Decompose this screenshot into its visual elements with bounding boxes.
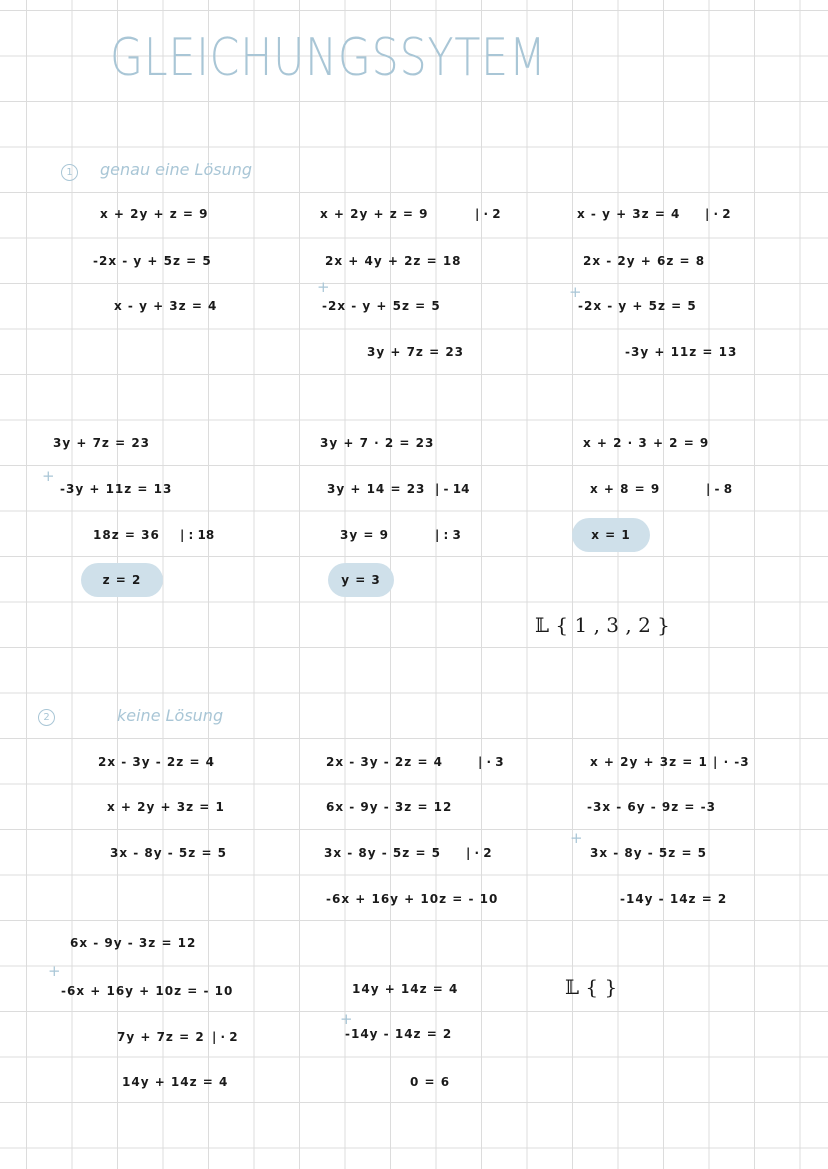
section2-heading: keine Lösung bbox=[117, 706, 224, 725]
s2-step2-plus: + bbox=[570, 829, 583, 847]
s2-step2-eq1: x + 2y + 3z = 1 | · -3 bbox=[590, 755, 750, 769]
page-title: GLEICHUNGSSYTEM bbox=[110, 28, 547, 88]
s2-step4-eq1: 14y + 14z = 4 bbox=[352, 982, 459, 996]
s1-step3-plus: + bbox=[42, 467, 55, 485]
s1-step1-eq2: 2x + 4y + 2z = 18 bbox=[325, 254, 462, 268]
s2-step3-eq2: -6x + 16y + 10z = - 10 bbox=[61, 984, 234, 998]
section1-number-badge: 1 bbox=[61, 164, 78, 181]
s1-step5-op2: | - 8 bbox=[706, 482, 733, 496]
s1-result-z-pill: z = 2 bbox=[81, 563, 163, 597]
s2-step4-result: 0 = 6 bbox=[410, 1075, 451, 1089]
s1-system-eq1: x + 2y + z = 9 bbox=[100, 207, 209, 221]
s1-result-x-pill: x = 1 bbox=[572, 518, 650, 552]
s2-step3-eq3: 7y + 7z = 2 bbox=[117, 1030, 205, 1044]
s2-step2-eq2: -3x - 6y - 9z = -3 bbox=[587, 800, 716, 814]
s1-step2-plus: + bbox=[569, 283, 582, 301]
s2-system-eq2: x + 2y + 3z = 1 bbox=[107, 800, 225, 814]
s2-step1-eq4: -6x + 16y + 10z = - 10 bbox=[326, 892, 499, 906]
s1-step1-result: 3y + 7z = 23 bbox=[367, 345, 465, 359]
s1-step2-eq3: -2x - y + 5z = 5 bbox=[578, 299, 697, 313]
s1-step3-eq1: 3y + 7z = 23 bbox=[53, 436, 151, 450]
s1-step4-op3: | : 3 bbox=[435, 528, 461, 542]
section1-heading: genau eine Lösung bbox=[100, 160, 253, 179]
s2-step1-eq3: 3x - 8y - 5z = 5 bbox=[324, 846, 442, 860]
s2-solution-set: 𝕃 { } bbox=[565, 975, 618, 999]
s1-solution-set: 𝕃 { 1 , 3 , 2 } bbox=[535, 613, 670, 637]
s1-step1-eq3: -2x - y + 5z = 5 bbox=[322, 299, 441, 313]
s1-system-eq2: -2x - y + 5z = 5 bbox=[93, 254, 212, 268]
s2-step1-eq2: 6x - 9y - 3z = 12 bbox=[326, 800, 453, 814]
s1-step1-plus: + bbox=[317, 278, 330, 296]
s1-step1-op1: | · 2 bbox=[475, 207, 501, 221]
s2-step2-result: -14y - 14z = 2 bbox=[620, 892, 728, 906]
section2-number-badge: 2 bbox=[38, 709, 55, 726]
s1-result-y-pill: y = 3 bbox=[328, 563, 394, 597]
s2-step3-plus: + bbox=[48, 962, 61, 980]
s1-step2-eq2: 2x - 2y + 6z = 8 bbox=[583, 254, 706, 268]
s2-step4-plus: + bbox=[340, 1010, 353, 1028]
s1-step2-eq1: x - y + 3z = 4 bbox=[577, 207, 681, 221]
s1-step3-eq3: 18z = 36 bbox=[93, 528, 160, 542]
s2-step1-op3: | · 2 bbox=[466, 846, 492, 860]
s2-system-eq3: 3x - 8y - 5z = 5 bbox=[110, 846, 228, 860]
s1-step3-eq2: -3y + 11z = 13 bbox=[60, 482, 173, 496]
s1-system-eq3: x - y + 3z = 4 bbox=[114, 299, 218, 313]
s1-step2-op1: | · 2 bbox=[705, 207, 731, 221]
s2-step2-eq3: 3x - 8y - 5z = 5 bbox=[590, 846, 708, 860]
s2-system-eq1: 2x - 3y - 2z = 4 bbox=[98, 755, 216, 769]
s2-step4-eq2: -14y - 14z = 2 bbox=[345, 1027, 453, 1041]
s1-step4-op2: | - 14 bbox=[435, 482, 470, 496]
s1-step3-op3: | : 18 bbox=[180, 528, 215, 542]
s1-step5-eq2: x + 8 = 9 bbox=[590, 482, 661, 496]
s2-step3-op3: | · 2 bbox=[212, 1030, 238, 1044]
s2-step3-result: 14y + 14z = 4 bbox=[122, 1075, 229, 1089]
s2-step3-eq1: 6x - 9y - 3z = 12 bbox=[70, 936, 197, 950]
s1-step5-eq1: x + 2 · 3 + 2 = 9 bbox=[583, 436, 710, 450]
s2-step1-eq1: 2x - 3y - 2z = 4 bbox=[326, 755, 444, 769]
s1-step4-eq1: 3y + 7 · 2 = 23 bbox=[320, 436, 435, 450]
s1-step2-result: -3y + 11z = 13 bbox=[625, 345, 738, 359]
s1-step1-eq1: x + 2y + z = 9 bbox=[320, 207, 429, 221]
s1-step4-eq3: 3y = 9 bbox=[340, 528, 389, 542]
s2-step1-op1: | · 3 bbox=[478, 755, 504, 769]
s1-step4-eq2: 3y + 14 = 23 bbox=[327, 482, 426, 496]
